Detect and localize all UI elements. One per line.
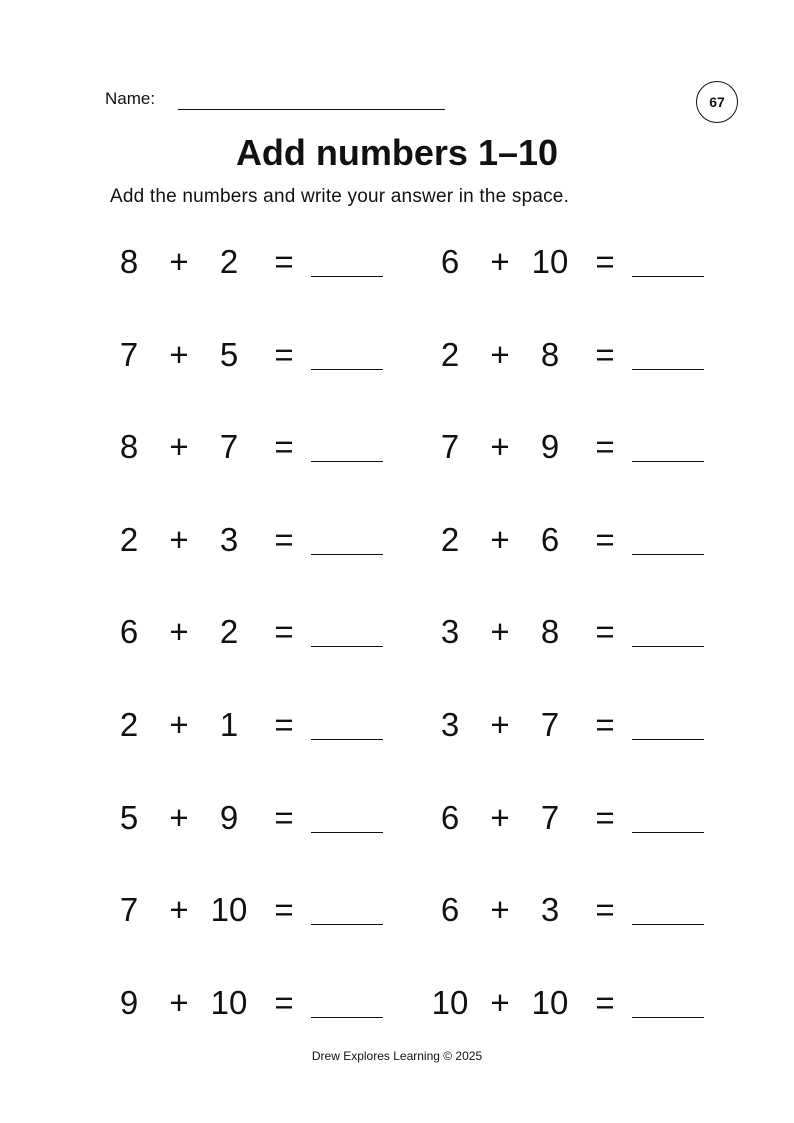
answer-blank[interactable]	[311, 461, 383, 462]
plus-sign: +	[169, 798, 189, 836]
equals-sign: =	[595, 891, 615, 929]
equals-sign: =	[274, 706, 294, 743]
addend-2: 9	[540, 428, 560, 466]
addend-1: 3	[440, 706, 460, 743]
answer-blank[interactable]	[632, 924, 704, 925]
plus-sign: +	[490, 520, 510, 558]
equals-sign: =	[274, 983, 294, 1021]
answer-blank[interactable]	[632, 1017, 704, 1018]
answer-blank[interactable]	[311, 832, 383, 833]
equals-sign: =	[595, 798, 615, 836]
addend-1: 7	[119, 891, 139, 929]
addend-2: 10	[531, 243, 569, 280]
addend-1: 2	[440, 335, 460, 373]
addend-1: 2	[119, 520, 139, 558]
equals-sign: =	[595, 706, 615, 743]
addend-1: 7	[119, 335, 139, 373]
equals-sign: =	[274, 335, 294, 373]
plus-sign: +	[490, 798, 510, 836]
instructions: Add the numbers and write your answer in the space.	[110, 186, 570, 207]
plus-sign: +	[169, 613, 189, 651]
answer-blank[interactable]	[632, 832, 704, 833]
answer-blank[interactable]	[311, 554, 383, 555]
addend-2: 8	[540, 335, 560, 373]
plus-sign: +	[490, 706, 510, 743]
addend-1: 2	[119, 706, 139, 743]
addend-1: 6	[440, 891, 460, 929]
addend-1: 9	[119, 983, 139, 1021]
addend-2: 7	[540, 706, 560, 743]
equals-sign: =	[274, 428, 294, 466]
equals-sign: =	[595, 520, 615, 558]
answer-blank[interactable]	[632, 276, 704, 277]
answer-blank[interactable]	[632, 369, 704, 370]
addend-2: 10	[531, 983, 569, 1021]
plus-sign: +	[169, 428, 189, 466]
plus-sign: +	[169, 706, 189, 743]
addend-1: 10	[431, 983, 469, 1021]
addend-2: 6	[540, 520, 560, 558]
answer-blank[interactable]	[311, 276, 383, 277]
answer-blank[interactable]	[311, 924, 383, 925]
addend-2: 5	[219, 335, 239, 373]
page-number-badge: 67	[696, 81, 738, 123]
addend-1: 7	[440, 428, 460, 466]
addend-2: 8	[540, 613, 560, 651]
plus-sign: +	[169, 335, 189, 373]
addend-2: 2	[219, 613, 239, 651]
footer-copyright: Drew Explores Learning © 2025	[311, 1049, 483, 1063]
equals-sign: =	[274, 520, 294, 558]
addend-2: 9	[219, 798, 239, 836]
plus-sign: +	[169, 520, 189, 558]
addend-2: 2	[219, 243, 239, 280]
plus-sign: +	[490, 613, 510, 651]
name-label: Name:	[105, 89, 156, 108]
answer-blank[interactable]	[311, 1017, 383, 1018]
equals-sign: =	[274, 243, 294, 280]
addend-1: 8	[119, 428, 139, 466]
name-input-line[interactable]	[178, 109, 445, 110]
addend-1: 5	[119, 798, 139, 836]
addend-2: 10	[210, 983, 248, 1021]
addend-2: 3	[540, 891, 560, 929]
answer-blank[interactable]	[632, 739, 704, 740]
equals-sign: =	[595, 983, 615, 1021]
addend-2: 7	[540, 798, 560, 836]
equals-sign: =	[595, 335, 615, 373]
addend-1: 6	[119, 613, 139, 651]
equals-sign: =	[595, 613, 615, 651]
answer-blank[interactable]	[311, 739, 383, 740]
plus-sign: +	[490, 891, 510, 929]
addend-2: 10	[210, 891, 248, 929]
plus-sign: +	[169, 243, 189, 280]
plus-sign: +	[169, 891, 189, 929]
plus-sign: +	[490, 983, 510, 1021]
plus-sign: +	[169, 983, 189, 1021]
addend-1: 8	[119, 243, 139, 280]
addend-1: 6	[440, 243, 460, 280]
answer-blank[interactable]	[632, 646, 704, 647]
plus-sign: +	[490, 428, 510, 466]
answer-blank[interactable]	[311, 646, 383, 647]
plus-sign: +	[490, 243, 510, 280]
answer-blank[interactable]	[632, 554, 704, 555]
worksheet-title: Add numbers 1–10	[235, 132, 559, 173]
addend-1: 2	[440, 520, 460, 558]
addend-1: 3	[440, 613, 460, 651]
plus-sign: +	[490, 335, 510, 373]
addend-1: 6	[440, 798, 460, 836]
addend-2: 7	[219, 428, 239, 466]
equals-sign: =	[595, 428, 615, 466]
addend-2: 1	[219, 706, 239, 743]
addend-2: 3	[219, 520, 239, 558]
answer-blank[interactable]	[632, 461, 704, 462]
equals-sign: =	[274, 798, 294, 836]
answer-blank[interactable]	[311, 369, 383, 370]
equals-sign: =	[274, 613, 294, 651]
equals-sign: =	[274, 891, 294, 929]
equals-sign: =	[595, 243, 615, 280]
